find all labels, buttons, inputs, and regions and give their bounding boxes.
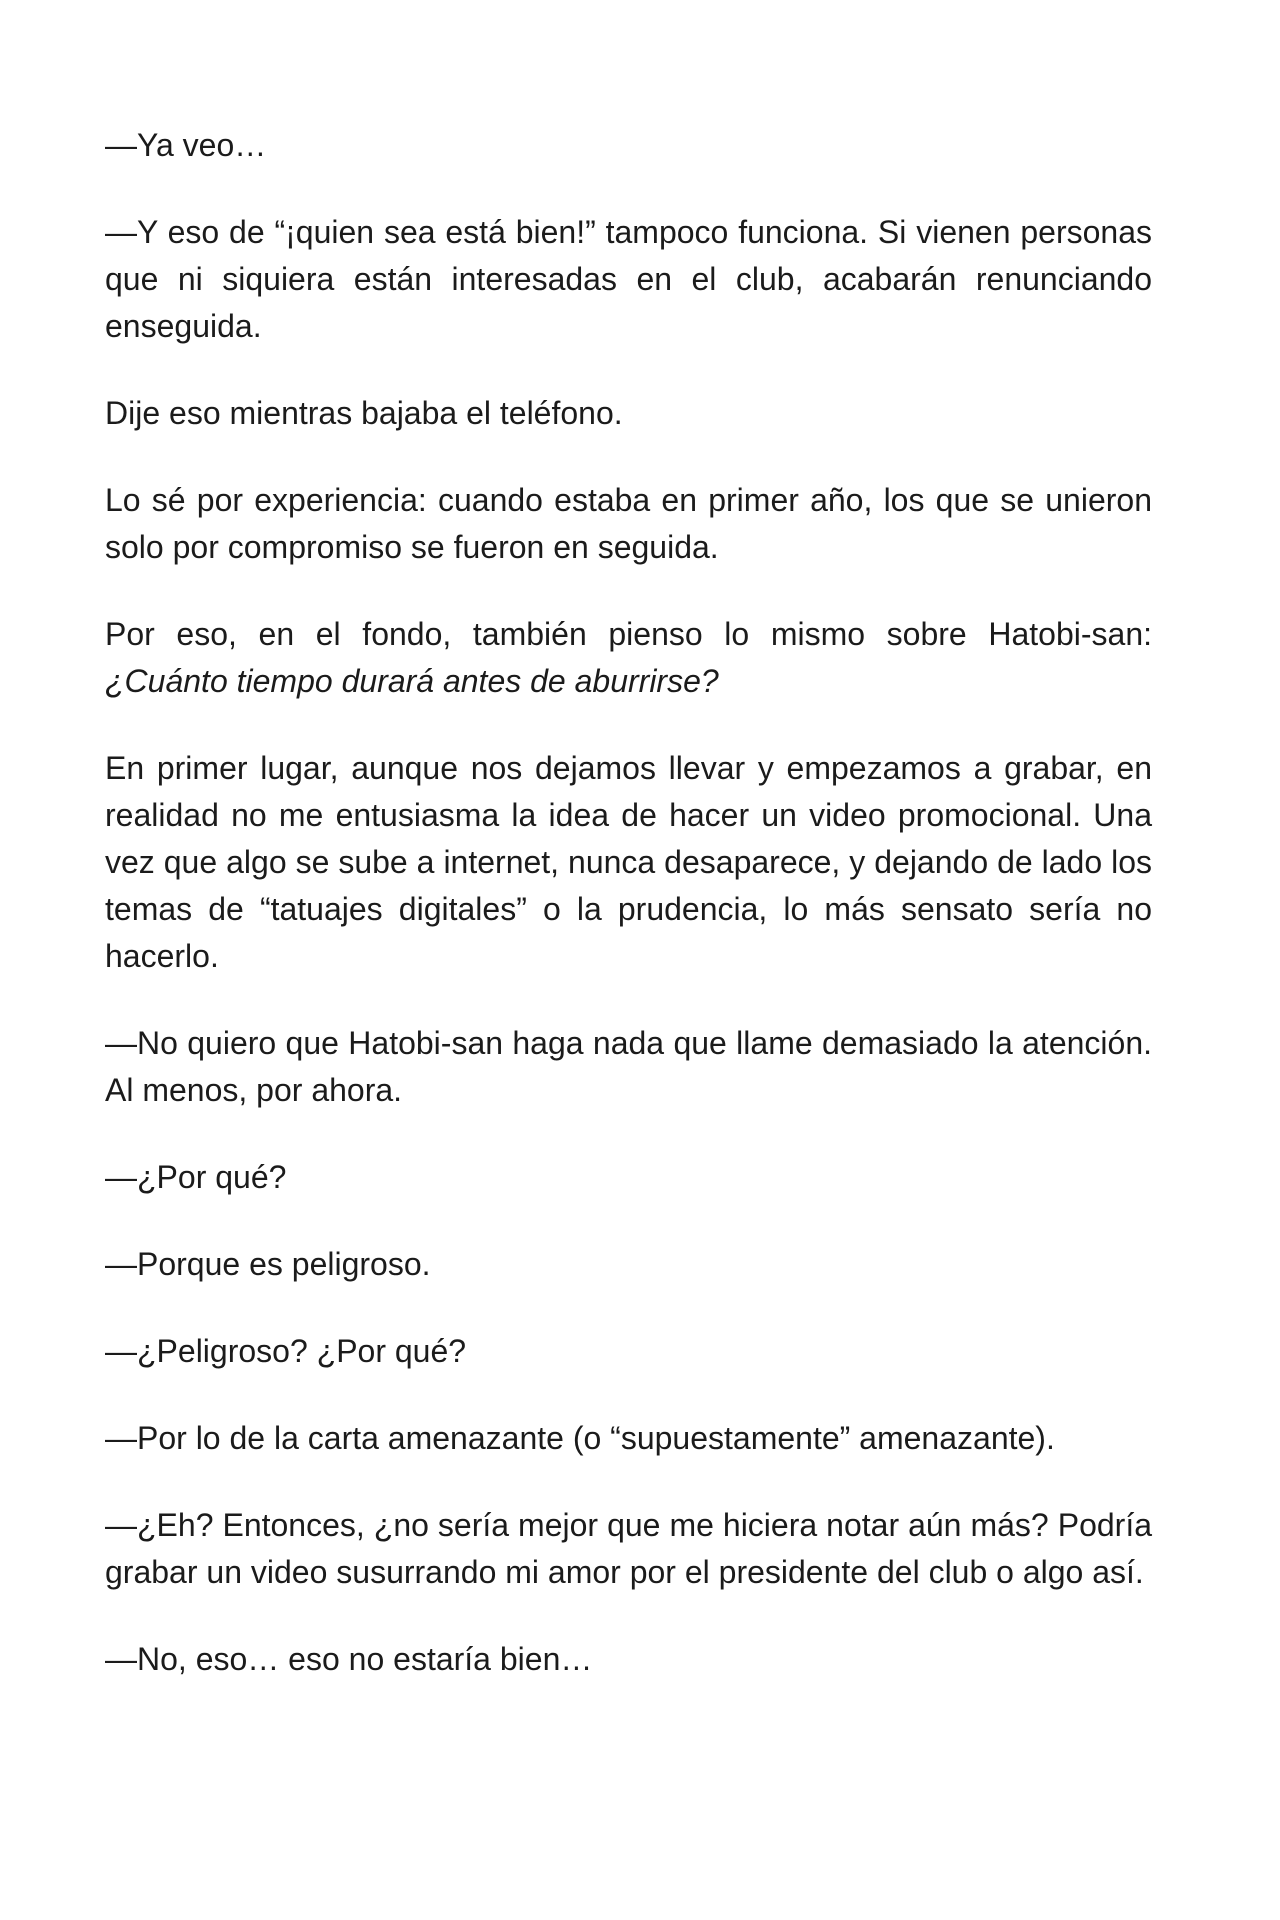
paragraph-narration: En primer lugar, aunque nos dejamos llevar y empezamos a grabar, en realidad no me entusiasma la idea de hacer un video promocional. Una vez que algo se sube a internet, nunca desaparece, y dejando de lado los temas de “tatuajes digitales” o la prudencia, lo más sensato sería no hacerlo. (105, 750, 1152, 974)
paragraph-dialogue: —¿Por qué? (105, 1159, 287, 1195)
paragraph-dialogue: —Ya veo… (105, 127, 267, 163)
paragraph-narration-with-thought (105, 611, 1152, 705)
paragraph-dialogue: —¿Peligroso? ¿Por qué? (105, 1333, 467, 1369)
inner-thought-italic-text: ¿Cuánto tiempo durará antes de aburrirse? (105, 663, 719, 699)
paragraph-dialogue: —¿Eh? Entonces, ¿no sería mejor que me hiciera notar aún más? Podría grabar un video susurrando mi amor por el presidente del club o algo así. (105, 1507, 1152, 1590)
paragraph-dialogue: —Porque es peligroso. (105, 1246, 431, 1282)
paragraph-narration: Lo sé por experiencia: cuando estaba en primer año, los que se unieron solo por compromiso se fueron en seguida. (105, 482, 1152, 565)
paragraph-dialogue: —Por lo de la carta amenazante (o “supuestamente” amenazante). (105, 1420, 1055, 1456)
paragraph-dialogue: —Y eso de “¡quien sea está bien!” tampoco funciona. Si vienen personas que ni siquiera están interesadas en el club, acabarán renunciando enseguida. (105, 214, 1152, 344)
paragraph-dialogue: —No, eso… eso no estaría bien… (105, 1641, 593, 1677)
paragraph-dialogue: —No quiero que Hatobi-san haga nada que llame demasiado la atención. Al menos, por ahora. (105, 1025, 1152, 1108)
narration-text: Por eso, en el fondo, también pienso lo mismo sobre Hatobi-san: (105, 616, 1152, 652)
paragraph-narration: Dije eso mientras bajaba el teléfono. (105, 395, 623, 431)
